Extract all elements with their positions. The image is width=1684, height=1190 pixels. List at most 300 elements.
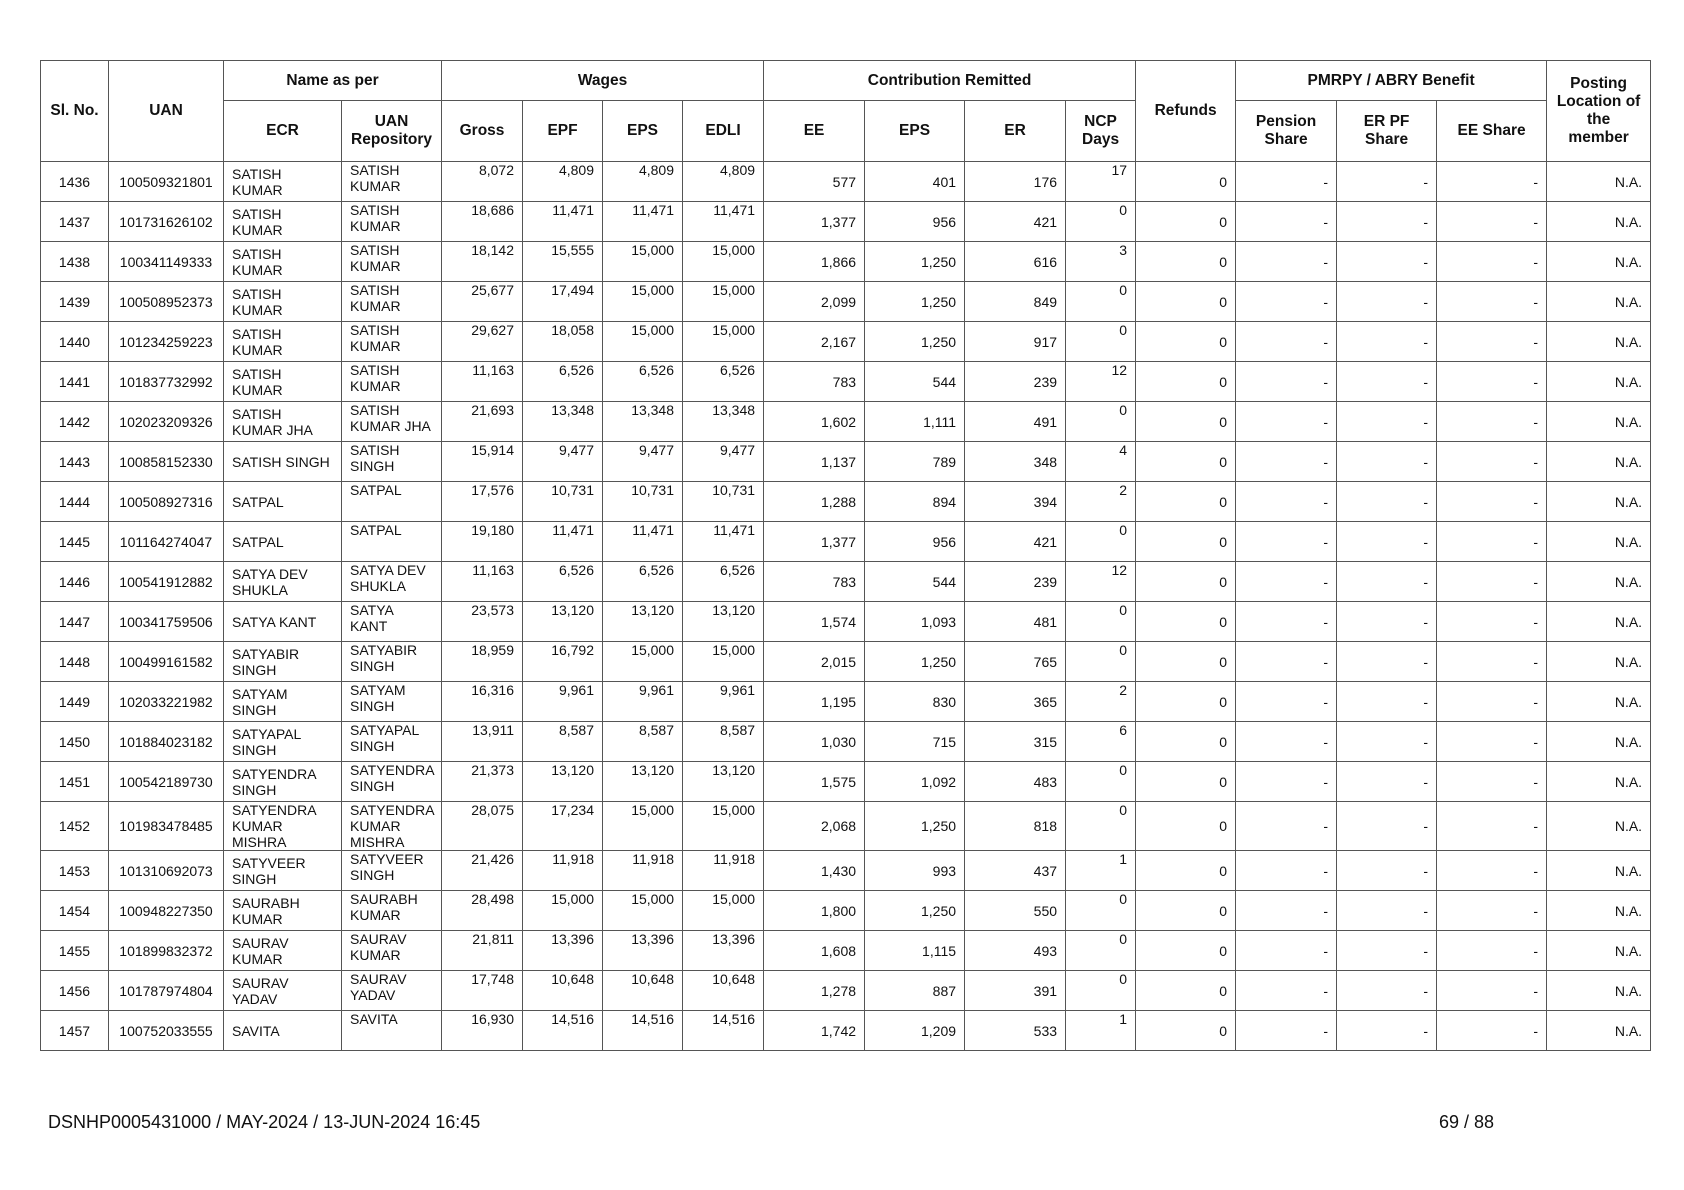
cell-pension-share: - — [1236, 562, 1337, 602]
cell-ee-share: - — [1437, 202, 1547, 242]
cell-eps: 10,648 — [603, 971, 683, 1011]
cell-er-pf-share: - — [1337, 931, 1437, 971]
cell-uan: 101787974804 — [109, 971, 224, 1011]
cell-er-pf-share: - — [1337, 242, 1437, 282]
header-ncp-days: NCP Days — [1066, 101, 1136, 162]
cell-uan: 100341149333 — [109, 242, 224, 282]
cell-posting-location: N.A. — [1547, 482, 1651, 522]
cell-refunds: 0 — [1136, 362, 1236, 402]
cell-ee: 2,068 — [764, 802, 865, 851]
cell-pension-share: - — [1236, 522, 1337, 562]
cell-uan: 100752033555 — [109, 1011, 224, 1051]
cell-eps: 6,526 — [603, 362, 683, 402]
cell-pension-share: - — [1236, 971, 1337, 1011]
cell-ecr-name: SATYENDRA KUMAR MISHRA — [224, 802, 342, 851]
page-number: 69 / 88 — [1438, 1112, 1494, 1132]
cell-edli: 15,000 — [683, 802, 764, 851]
cell-sl: 1443 — [41, 442, 109, 482]
cell-sl: 1447 — [41, 602, 109, 642]
cell-eps-contribution: 956 — [865, 202, 965, 242]
cell-pension-share: - — [1236, 802, 1337, 851]
cell-ncp-days: 0 — [1066, 891, 1136, 931]
cell-eps: 15,000 — [603, 282, 683, 322]
cell-pension-share: - — [1236, 242, 1337, 282]
cell-eps-contribution: 1,250 — [865, 891, 965, 931]
cell-refunds: 0 — [1136, 322, 1236, 362]
cell-ecr-name: SAURABH KUMAR — [224, 891, 342, 931]
cell-uan: 100509321801 — [109, 162, 224, 202]
cell-gross: 15,914 — [442, 442, 523, 482]
cell-epf: 9,961 — [523, 682, 603, 722]
cell-edli: 13,348 — [683, 402, 764, 442]
cell-eps-contribution: 544 — [865, 562, 965, 602]
cell-repository-name: SATISH KUMAR — [342, 282, 442, 322]
cell-pension-share: - — [1236, 1011, 1337, 1051]
cell-refunds: 0 — [1136, 242, 1236, 282]
cell-repository-name: SATYENDRA KUMAR MISHRA — [342, 802, 442, 851]
cell-ncp-days: 12 — [1066, 562, 1136, 602]
table-row — [41, 442, 1651, 482]
cell-refunds: 0 — [1136, 202, 1236, 242]
cell-pension-share: - — [1236, 442, 1337, 482]
cell-er-pf-share: - — [1337, 202, 1437, 242]
cell-ncp-days: 0 — [1066, 602, 1136, 642]
cell-ncp-days: 4 — [1066, 442, 1136, 482]
cell-eps-contribution: 1,115 — [865, 931, 965, 971]
cell-repository-name: SAURAV KUMAR — [342, 931, 442, 971]
cell-pension-share: - — [1236, 931, 1337, 971]
cell-er-pf-share: - — [1337, 562, 1437, 602]
cell-refunds: 0 — [1136, 762, 1236, 802]
cell-ee: 1,742 — [764, 1011, 865, 1051]
table-row — [41, 242, 1651, 282]
cell-repository-name: SATISH KUMAR — [342, 242, 442, 282]
cell-ecr-name: SATYA KANT — [224, 602, 342, 642]
cell-er: 437 — [965, 851, 1066, 891]
cell-pension-share: - — [1236, 162, 1337, 202]
cell-uan: 102033221982 — [109, 682, 224, 722]
cell-ncp-days: 0 — [1066, 282, 1136, 322]
cell-uan: 101234259223 — [109, 322, 224, 362]
cell-posting-location: N.A. — [1547, 282, 1651, 322]
header-ee-share: EE Share — [1437, 101, 1547, 162]
cell-ee: 2,099 — [764, 282, 865, 322]
cell-uan: 102023209326 — [109, 402, 224, 442]
cell-posting-location: N.A. — [1547, 971, 1651, 1011]
cell-refunds: 0 — [1136, 851, 1236, 891]
table-row — [41, 722, 1651, 762]
cell-er-pf-share: - — [1337, 891, 1437, 931]
cell-pension-share: - — [1236, 682, 1337, 722]
cell-posting-location: N.A. — [1547, 891, 1651, 931]
cell-er-pf-share: - — [1337, 282, 1437, 322]
cell-ee-share: - — [1437, 762, 1547, 802]
header-pmrpy-abry: PMRPY / ABRY Benefit — [1236, 61, 1547, 101]
cell-posting-location: N.A. — [1547, 602, 1651, 642]
cell-er-pf-share: - — [1337, 971, 1437, 1011]
header-eps: EPS — [603, 101, 683, 162]
cell-repository-name: SAVITA — [342, 1011, 442, 1051]
cell-uan: 100341759506 — [109, 602, 224, 642]
cell-edli: 10,648 — [683, 971, 764, 1011]
table-row — [41, 642, 1651, 682]
cell-gross: 8,072 — [442, 162, 523, 202]
cell-er: 348 — [965, 442, 1066, 482]
cell-eps: 13,120 — [603, 602, 683, 642]
header-wages: Wages — [442, 61, 764, 101]
cell-sl: 1442 — [41, 402, 109, 442]
cell-repository-name: SATISH KUMAR — [342, 362, 442, 402]
cell-repository-name: SATISH KUMAR — [342, 322, 442, 362]
cell-refunds: 0 — [1136, 402, 1236, 442]
cell-er: 239 — [965, 562, 1066, 602]
cell-er: 481 — [965, 602, 1066, 642]
cell-sl: 1440 — [41, 322, 109, 362]
cell-epf: 18,058 — [523, 322, 603, 362]
cell-epf: 9,477 — [523, 442, 603, 482]
cell-sl: 1441 — [41, 362, 109, 402]
cell-repository-name: SATPAL — [342, 522, 442, 562]
cell-refunds: 0 — [1136, 602, 1236, 642]
cell-ee-share: - — [1437, 362, 1547, 402]
cell-er-pf-share: - — [1337, 362, 1437, 402]
cell-eps-contribution: 1,209 — [865, 1011, 965, 1051]
cell-ncp-days: 2 — [1066, 482, 1136, 522]
cell-ncp-days: 1 — [1066, 1011, 1136, 1051]
cell-ee-share: - — [1437, 242, 1547, 282]
cell-ee-share: - — [1437, 322, 1547, 362]
cell-ncp-days: 17 — [1066, 162, 1136, 202]
table-row — [41, 202, 1651, 242]
cell-uan: 100542189730 — [109, 762, 224, 802]
cell-eps: 9,477 — [603, 442, 683, 482]
cell-epf: 8,587 — [523, 722, 603, 762]
cell-pension-share: - — [1236, 482, 1337, 522]
cell-edli: 6,526 — [683, 562, 764, 602]
cell-ecr-name: SATISH KUMAR — [224, 242, 342, 282]
cell-epf: 17,494 — [523, 282, 603, 322]
cell-repository-name: SATISH KUMAR — [342, 202, 442, 242]
cell-refunds: 0 — [1136, 931, 1236, 971]
cell-er: 765 — [965, 642, 1066, 682]
cell-edli: 13,396 — [683, 931, 764, 971]
cell-ee: 1,608 — [764, 931, 865, 971]
cell-epf: 4,809 — [523, 162, 603, 202]
cell-epf: 6,526 — [523, 562, 603, 602]
cell-refunds: 0 — [1136, 482, 1236, 522]
cell-er: 315 — [965, 722, 1066, 762]
header-gross: Gross — [442, 101, 523, 162]
cell-epf: 15,555 — [523, 242, 603, 282]
cell-repository-name: SATPAL — [342, 482, 442, 522]
cell-er: 239 — [965, 362, 1066, 402]
cell-ecr-name: SATISH SINGH — [224, 442, 342, 482]
cell-gross: 11,163 — [442, 562, 523, 602]
cell-eps-contribution: 830 — [865, 682, 965, 722]
cell-sl: 1449 — [41, 682, 109, 722]
cell-ee-share: - — [1437, 282, 1547, 322]
cell-epf: 11,918 — [523, 851, 603, 891]
cell-eps: 11,471 — [603, 522, 683, 562]
cell-eps: 15,000 — [603, 802, 683, 851]
cell-uan: 100858152330 — [109, 442, 224, 482]
cell-ee-share: - — [1437, 802, 1547, 851]
cell-sl: 1445 — [41, 522, 109, 562]
cell-eps-contribution: 1,093 — [865, 602, 965, 642]
cell-pension-share: - — [1236, 602, 1337, 642]
cell-gross: 28,075 — [442, 802, 523, 851]
cell-er: 391 — [965, 971, 1066, 1011]
cell-epf: 6,526 — [523, 362, 603, 402]
cell-ecr-name: SAVITA — [224, 1011, 342, 1051]
table-row — [41, 602, 1651, 642]
cell-eps-contribution: 1,250 — [865, 282, 965, 322]
cell-refunds: 0 — [1136, 1011, 1236, 1051]
cell-posting-location: N.A. — [1547, 442, 1651, 482]
cell-er: 616 — [965, 242, 1066, 282]
cell-ecr-name: SATPAL — [224, 522, 342, 562]
cell-epf: 11,471 — [523, 522, 603, 562]
cell-eps-contribution: 401 — [865, 162, 965, 202]
cell-edli: 4,809 — [683, 162, 764, 202]
cell-ecr-name: SATISH KUMAR — [224, 362, 342, 402]
cell-er-pf-share: - — [1337, 322, 1437, 362]
cell-ee-share: - — [1437, 442, 1547, 482]
cell-gross: 28,498 — [442, 891, 523, 931]
cell-eps-contribution: 956 — [865, 522, 965, 562]
cell-posting-location: N.A. — [1547, 931, 1651, 971]
cell-posting-location: N.A. — [1547, 562, 1651, 602]
cell-uan: 100499161582 — [109, 642, 224, 682]
cell-edli: 6,526 — [683, 362, 764, 402]
cell-eps-contribution: 715 — [865, 722, 965, 762]
table-row — [41, 402, 1651, 442]
table-row — [41, 282, 1651, 322]
cell-eps-contribution: 993 — [865, 851, 965, 891]
cell-repository-name: SATYVEER SINGH — [342, 851, 442, 891]
cell-gross: 18,686 — [442, 202, 523, 242]
cell-refunds: 0 — [1136, 282, 1236, 322]
header-refunds: Refunds — [1136, 61, 1236, 162]
header-er-pf-share: ER PF Share — [1337, 101, 1437, 162]
cell-ee: 783 — [764, 362, 865, 402]
cell-ncp-days: 0 — [1066, 762, 1136, 802]
cell-repository-name: SATISH SINGH — [342, 442, 442, 482]
cell-uan: 100508927316 — [109, 482, 224, 522]
cell-epf: 14,516 — [523, 1011, 603, 1051]
cell-gross: 16,316 — [442, 682, 523, 722]
cell-uan: 101899832372 — [109, 931, 224, 971]
cell-er-pf-share: - — [1337, 851, 1437, 891]
cell-er-pf-share: - — [1337, 802, 1437, 851]
header-sl-no: Sl. No. — [41, 61, 109, 162]
cell-ee: 577 — [764, 162, 865, 202]
cell-gross: 25,677 — [442, 282, 523, 322]
cell-ncp-days: 0 — [1066, 971, 1136, 1011]
contribution-table — [40, 60, 1651, 1051]
cell-ncp-days: 0 — [1066, 402, 1136, 442]
cell-ee: 1,030 — [764, 722, 865, 762]
cell-sl: 1448 — [41, 642, 109, 682]
cell-refunds: 0 — [1136, 802, 1236, 851]
cell-ee-share: - — [1437, 971, 1547, 1011]
cell-ee: 1,602 — [764, 402, 865, 442]
cell-posting-location: N.A. — [1547, 402, 1651, 442]
cell-sl: 1451 — [41, 762, 109, 802]
cell-ee: 2,167 — [764, 322, 865, 362]
cell-eps-contribution: 544 — [865, 362, 965, 402]
header-edli: EDLI — [683, 101, 764, 162]
cell-epf: 10,648 — [523, 971, 603, 1011]
cell-gross: 21,426 — [442, 851, 523, 891]
cell-ncp-days: 12 — [1066, 362, 1136, 402]
cell-uan: 101731626102 — [109, 202, 224, 242]
cell-er-pf-share: - — [1337, 1011, 1437, 1051]
cell-refunds: 0 — [1136, 971, 1236, 1011]
cell-eps: 13,396 — [603, 931, 683, 971]
cell-ncp-days: 0 — [1066, 931, 1136, 971]
cell-gross: 17,576 — [442, 482, 523, 522]
cell-ncp-days: 3 — [1066, 242, 1136, 282]
cell-ncp-days: 0 — [1066, 642, 1136, 682]
cell-sl: 1444 — [41, 482, 109, 522]
cell-sl: 1437 — [41, 202, 109, 242]
cell-ecr-name: SATYAM SINGH — [224, 682, 342, 722]
cell-ecr-name: SATYABIR SINGH — [224, 642, 342, 682]
table-row — [41, 362, 1651, 402]
cell-er: 493 — [965, 931, 1066, 971]
cell-posting-location: N.A. — [1547, 851, 1651, 891]
cell-ee: 1,866 — [764, 242, 865, 282]
cell-er-pf-share: - — [1337, 482, 1437, 522]
cell-ee-share: - — [1437, 522, 1547, 562]
cell-uan: 101884023182 — [109, 722, 224, 762]
cell-epf: 13,396 — [523, 931, 603, 971]
cell-er-pf-share: - — [1337, 442, 1437, 482]
cell-edli: 13,120 — [683, 762, 764, 802]
cell-pension-share: - — [1236, 202, 1337, 242]
cell-edli: 15,000 — [683, 642, 764, 682]
cell-sl: 1450 — [41, 722, 109, 762]
table-row — [41, 762, 1651, 802]
cell-ncp-days: 1 — [1066, 851, 1136, 891]
cell-er-pf-share: - — [1337, 762, 1437, 802]
cell-ecr-name: SATISH KUMAR JHA — [224, 402, 342, 442]
cell-ecr-name: SATYAPAL SINGH — [224, 722, 342, 762]
table-row — [41, 931, 1651, 971]
cell-er: 533 — [965, 1011, 1066, 1051]
cell-ee: 1,377 — [764, 202, 865, 242]
cell-uan: 101837732992 — [109, 362, 224, 402]
cell-posting-location: N.A. — [1547, 762, 1651, 802]
cell-eps: 11,471 — [603, 202, 683, 242]
cell-pension-share: - — [1236, 322, 1337, 362]
cell-ee: 1,278 — [764, 971, 865, 1011]
cell-ecr-name: SATISH KUMAR — [224, 282, 342, 322]
cell-ee-share: - — [1437, 682, 1547, 722]
cell-repository-name: SATISH KUMAR — [342, 162, 442, 202]
cell-eps: 15,000 — [603, 322, 683, 362]
cell-posting-location: N.A. — [1547, 642, 1651, 682]
cell-ee: 1,430 — [764, 851, 865, 891]
header-er: ER — [965, 101, 1066, 162]
cell-ee-share: - — [1437, 1011, 1547, 1051]
cell-gross: 16,930 — [442, 1011, 523, 1051]
cell-eps: 9,961 — [603, 682, 683, 722]
cell-posting-location: N.A. — [1547, 362, 1651, 402]
cell-er-pf-share: - — [1337, 722, 1437, 762]
table-row — [41, 682, 1651, 722]
cell-er-pf-share: - — [1337, 642, 1437, 682]
cell-pension-share: - — [1236, 762, 1337, 802]
cell-eps-contribution: 894 — [865, 482, 965, 522]
cell-sl: 1457 — [41, 1011, 109, 1051]
cell-ee-share: - — [1437, 562, 1547, 602]
cell-edli: 9,961 — [683, 682, 764, 722]
cell-sl: 1456 — [41, 971, 109, 1011]
cell-er: 818 — [965, 802, 1066, 851]
cell-uan: 100508952373 — [109, 282, 224, 322]
cell-gross: 21,811 — [442, 931, 523, 971]
cell-ecr-name: SAURAV KUMAR — [224, 931, 342, 971]
cell-posting-location: N.A. — [1547, 202, 1651, 242]
cell-edli: 8,587 — [683, 722, 764, 762]
cell-edli: 11,471 — [683, 522, 764, 562]
cell-ecr-name: SATYA DEV SHUKLA — [224, 562, 342, 602]
cell-er: 421 — [965, 202, 1066, 242]
cell-ecr-name: SATYENDRA SINGH — [224, 762, 342, 802]
cell-sl: 1455 — [41, 931, 109, 971]
cell-pension-share: - — [1236, 722, 1337, 762]
header-epf: EPF — [523, 101, 603, 162]
cell-gross: 29,627 — [442, 322, 523, 362]
cell-posting-location: N.A. — [1547, 722, 1651, 762]
cell-eps-contribution: 1,250 — [865, 802, 965, 851]
header-eps-contribution: EPS — [865, 101, 965, 162]
cell-edli: 11,918 — [683, 851, 764, 891]
cell-repository-name: SAURABH KUMAR — [342, 891, 442, 931]
cell-uan: 100541912882 — [109, 562, 224, 602]
cell-sl: 1438 — [41, 242, 109, 282]
cell-refunds: 0 — [1136, 162, 1236, 202]
cell-refunds: 0 — [1136, 522, 1236, 562]
cell-epf: 13,120 — [523, 762, 603, 802]
cell-uan: 101310692073 — [109, 851, 224, 891]
cell-ee-share: - — [1437, 931, 1547, 971]
cell-edli: 15,000 — [683, 242, 764, 282]
cell-edli: 15,000 — [683, 322, 764, 362]
cell-ee: 1,137 — [764, 442, 865, 482]
cell-ee: 1,575 — [764, 762, 865, 802]
cell-er: 849 — [965, 282, 1066, 322]
cell-refunds: 0 — [1136, 682, 1236, 722]
cell-posting-location: N.A. — [1547, 522, 1651, 562]
cell-refunds: 0 — [1136, 642, 1236, 682]
document-reference: DSNHP0005431000 / MAY-2024 / 13-JUN-2024 16:45 — [48, 1112, 481, 1132]
cell-er: 491 — [965, 402, 1066, 442]
cell-ncp-days: 0 — [1066, 202, 1136, 242]
cell-er-pf-share: - — [1337, 682, 1437, 722]
cell-posting-location: N.A. — [1547, 682, 1651, 722]
cell-repository-name: SATYENDRA SINGH — [342, 762, 442, 802]
table-row — [41, 802, 1651, 851]
cell-er: 365 — [965, 682, 1066, 722]
header-ee: EE — [764, 101, 865, 162]
cell-pension-share: - — [1236, 851, 1337, 891]
cell-refunds: 0 — [1136, 891, 1236, 931]
cell-eps-contribution: 1,092 — [865, 762, 965, 802]
cell-eps: 6,526 — [603, 562, 683, 602]
